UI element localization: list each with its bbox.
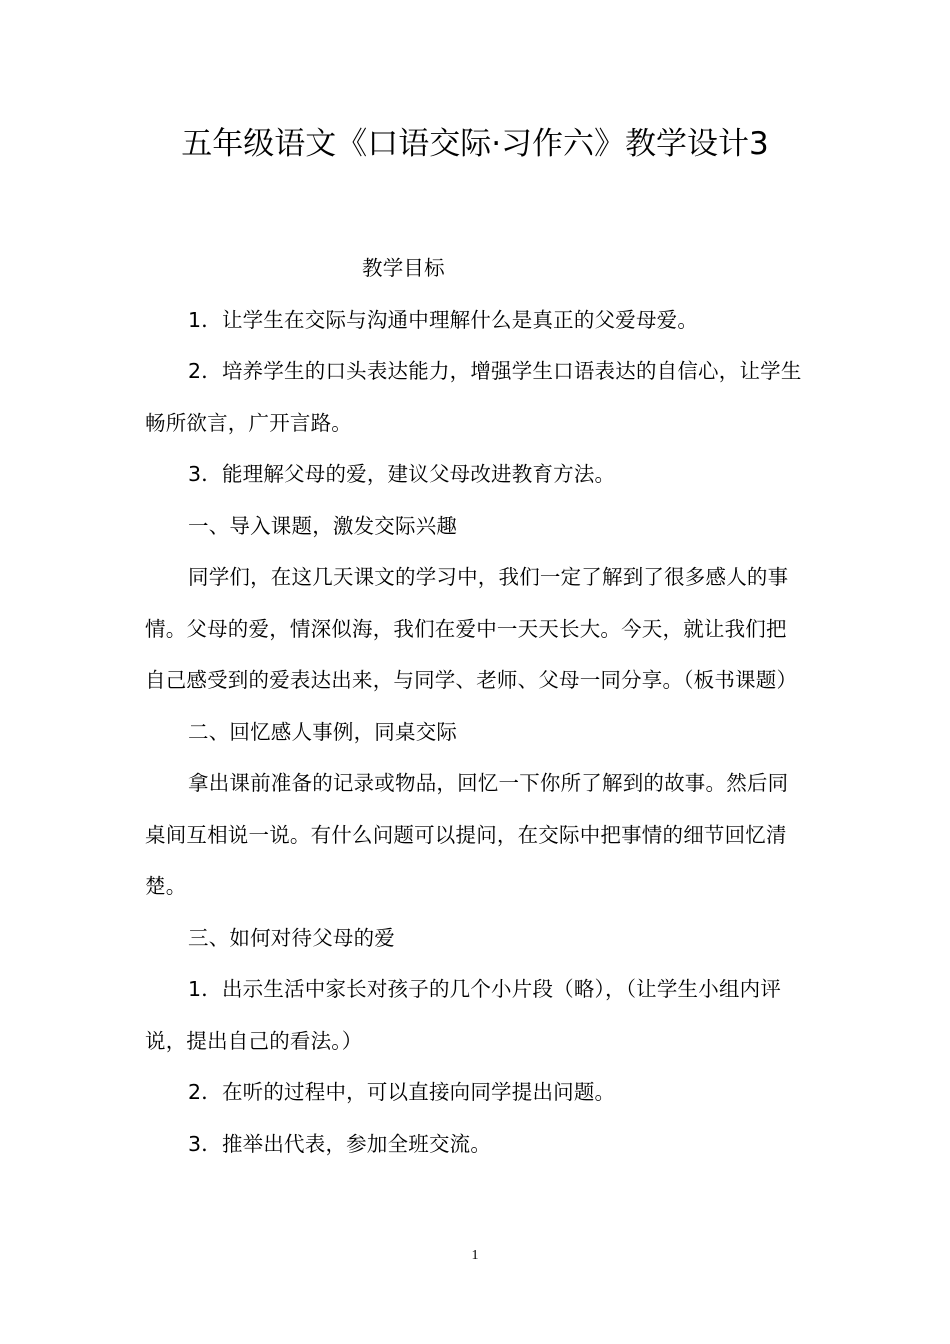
document-body [145, 243, 807, 1170]
paragraph: 1．出示生活中家长对孩子的几个小片段（略），（让学生小组内评说，提出自己的看法。） [145, 977, 782, 1053]
section-heading: 二、回忆感人事例，同桌交际 [188, 719, 458, 744]
paragraph: 2．培养学生的口头表达能力，增强学生口语表达的自信心，让学生畅所欲言，广开言路。 [145, 359, 802, 435]
page-number: 1 [471, 1248, 479, 1263]
paragraph: 3．能理解父母的爱，建议父母改进教育方法。 [188, 462, 616, 486]
paragraph: 1．让学生在交际与沟通中理解什么是真正的父爱母爱。 [188, 307, 699, 332]
section-heading: 教学目标 [362, 256, 445, 280]
paragraph: 拿出课前准备的记录或物品，回忆一下你所了解到的故事。然后同桌间互相说一说。有什么问题可以提问，在交际中把事情的细节回忆清楚。 [145, 771, 789, 898]
section-heading: 三、如何对待父母的爱 [188, 925, 395, 950]
paragraph: 同学们，在这几天课文的学习中，我们一定了解到了很多感人的事情。父母的爱，情深似海，我们在爱中一天天长大。今天，就让我们把自己感受到的爱表达出来，与同学、老师、父母一同分享。（板书课题） [145, 565, 798, 692]
paragraph: 2．在听的过程中，可以直接向同学提出问题。 [188, 1080, 616, 1104]
paragraph: 3．推举出代表，参加全班交流。 [188, 1131, 492, 1156]
section-heading: 一、导入课题，激发交际兴趣 [188, 513, 458, 538]
document-title: 五年级语文《口语交际·习作六》教学设计3 [181, 126, 769, 162]
